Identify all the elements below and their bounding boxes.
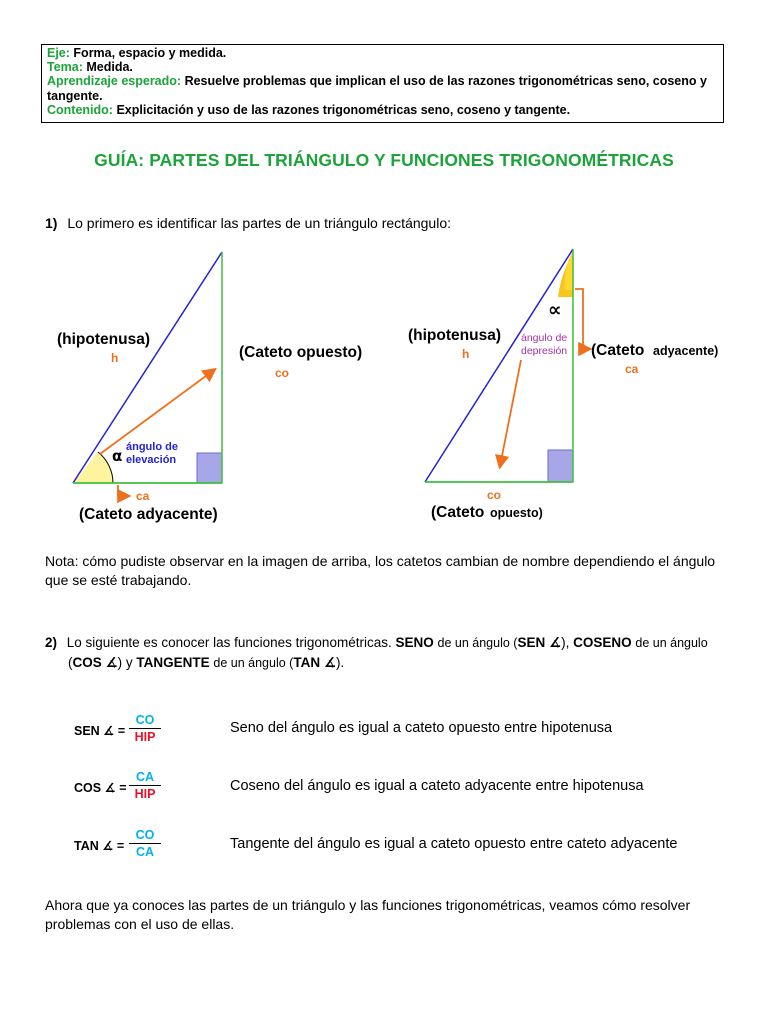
fraction-tan: CO CA [127,827,163,860]
aprendizaje-line: Aprendizaje esperado: Resuelve problemas que implican el uso de las razones trigonométricas seno, coseno y tangente. [47,74,707,103]
left-hyp-label: (hipotenusa) [57,331,150,348]
left-adj-short: ca [136,489,150,503]
right-hypotenuse-line [425,249,573,482]
right-angle-label-2: depresión [521,345,568,357]
right-angle-arrow [500,360,521,466]
right-hyp-short: h [462,347,470,361]
triangle-figures [0,240,768,530]
tema-line: Tema: Medida. [47,60,133,75]
right-opp-label-b: opuesto) [490,506,543,520]
section1-line [45,214,451,233]
left-angle-label-2: elevación [126,454,177,466]
section2-number: 2) [45,635,58,650]
formula-tan-description: Tangente del ángulo es igual a cateto opuesto entre cateto adyacente [230,836,678,852]
left-right-angle-marker [197,453,222,483]
formula-cos-description: Coseno del ángulo es igual a cateto adyacente entre hipotenusa [230,778,644,794]
page-title: GUÍA: PARTES DEL TRIÁNGULO Y FUNCIONES TRIGONOMÉTRICAS [94,150,674,170]
fraction-cos: CA HIP [127,769,163,802]
left-angle-label-1: ángulo de [126,441,178,453]
right-hyp-label: (hipotenusa) [408,327,501,344]
right-adjacent-arrow [575,289,589,349]
section1-number: 1) [45,215,58,231]
header-info-box [41,44,724,123]
left-hyp-short: h [111,351,119,365]
section2-paragraph: 2) Lo siguiente es conocer las funciones trigonométricas. SENO de un ángulo (SEN ∡), COSENO de un ángulo (COS ∡) y TANGENTE de un ángulo (TAN ∡). [45,635,708,670]
left-adjacent-arrow [118,485,128,496]
right-triangle [408,249,718,521]
closing-paragraph: Ahora que ya conoces las partes de un triángulo y las funciones trigonométricas, veamos cómo resolver problemas con el uso de ellas. [45,897,691,932]
right-adj-short: ca [625,362,639,376]
right-adj-label-b: adyacente) [653,344,719,358]
right-adj-label-a: (Cateto [591,342,645,359]
section1-text: Lo primero es identificar las partes de un triángulo rectángulo: [67,215,452,231]
formula-sen-description: Seno del ángulo es igual a cateto opuesto entre hipotenusa [230,720,613,736]
fraction-sen: CO HIP [127,712,163,745]
right-angle-label-1: ángulo de [521,332,568,344]
right-opp-label-a: (Cateto [431,504,485,521]
right-angle-symbol: ∝ [548,299,562,321]
nota-paragraph: Nota: cómo pudiste observar en la imagen de arriba, los catetos cambian de nombre dependiendo el ángulo que se esté trabajando. [45,553,716,588]
left-adj-label: (Cateto adyacente) [79,506,218,523]
left-angle-symbol: α [112,447,123,465]
left-angle-sector [73,452,113,483]
right-opp-short: co [487,488,502,502]
left-opp-label: (Cateto opuesto) [239,344,363,361]
left-triangle [57,252,362,523]
contenido-line: Contenido: Explicitación y uso de las razones trigonométricas seno, coseno y tangente. [47,102,571,117]
right-right-angle-marker [548,450,573,482]
eje-line: Eje: Forma, espacio y medida. [47,46,227,60]
left-opp-short: co [275,366,290,380]
